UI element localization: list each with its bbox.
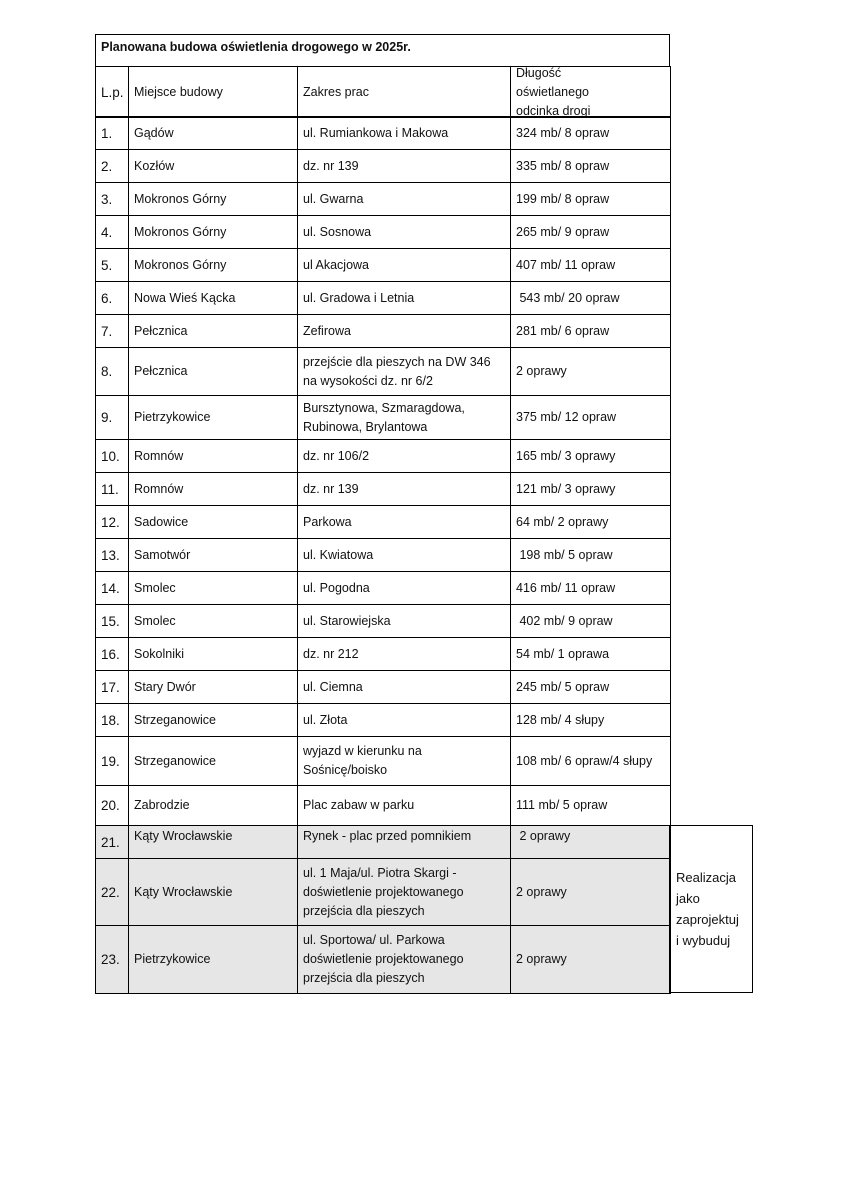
- row-place-text: Zabrodzie: [134, 798, 190, 812]
- header-length: [510, 66, 671, 118]
- row-lp-text: 15.: [101, 613, 120, 629]
- row-place: [128, 825, 298, 859]
- row-length: [510, 785, 671, 826]
- row-scope-text: ul. Rumiankowa i Makowa: [303, 125, 449, 140]
- row-length-text: 543 mb/ 20 opraw: [516, 290, 620, 305]
- note-line: i wybuduj: [676, 933, 731, 948]
- row-place: [128, 505, 298, 539]
- row-lp-text: 21.: [101, 834, 120, 850]
- row-scope-text: ul. Kwiatowa: [303, 547, 374, 562]
- row-place-text: Pełcznica: [134, 364, 188, 378]
- row-scope-text: dz. nr 139: [303, 158, 359, 173]
- row-scope: [297, 215, 511, 249]
- row-lp-text: 18.: [101, 712, 120, 728]
- row-length: [510, 314, 671, 348]
- note-line: Realizacja: [676, 870, 736, 885]
- row-place-text: Stary Dwór: [134, 679, 196, 694]
- row-lp: [95, 670, 129, 704]
- row-length-text: 64 mb/ 2 oprawy: [516, 514, 609, 529]
- row-length-text: 199 mb/ 8 opraw: [516, 191, 610, 206]
- row-place-text: Mokronos Górny: [134, 257, 227, 272]
- row-scope-text: Parkowa: [303, 514, 352, 529]
- row-length: [510, 505, 671, 539]
- row-length: [510, 149, 671, 183]
- row-length-text: 2 oprawy: [516, 952, 567, 966]
- row-place: [128, 604, 298, 638]
- row-length: [510, 925, 671, 994]
- row-place: [128, 858, 298, 926]
- row-lp-text: 8.: [101, 364, 113, 379]
- row-scope-text: ul. Sportowa/ ul. Parkowa doświetlenie projektowanego przejścia dla pieszych: [303, 933, 464, 985]
- header-place: [128, 66, 298, 118]
- row-lp: [95, 538, 129, 572]
- row-length-text: 375 mb/ 12 opraw: [516, 410, 617, 424]
- row-scope: [297, 637, 511, 671]
- row-scope-text: dz. nr 139: [303, 481, 359, 496]
- row-scope-text: Zefirowa: [303, 323, 351, 338]
- row-length-text: 407 mb/ 11 opraw: [516, 257, 616, 272]
- row-lp-text: 7.: [101, 323, 113, 339]
- note-line: jako: [676, 891, 700, 906]
- header-length-text: Długość oświetlanego odcinka drogi: [516, 66, 591, 118]
- header-scope-text: Zakres prac: [303, 84, 369, 99]
- row-lp: [95, 149, 129, 183]
- row-lp-text: 22.: [101, 884, 120, 900]
- row-lp-text: 6.: [101, 290, 113, 306]
- row-scope: [297, 571, 511, 605]
- row-scope-text: ul. Gwarna: [303, 191, 364, 206]
- row-length: [510, 571, 671, 605]
- row-place: [128, 637, 298, 671]
- row-place-text: Sadowice: [134, 514, 189, 529]
- row-lp: [95, 395, 129, 440]
- row-length-text: 121 mb/ 3 oprawy: [516, 481, 616, 496]
- row-lp: [95, 182, 129, 216]
- row-scope: [297, 395, 511, 440]
- row-length-text: 281 mb/ 6 opraw: [516, 323, 610, 338]
- row-lp-text: 13.: [101, 547, 120, 563]
- row-place-text: Sokolniki: [134, 646, 185, 661]
- row-scope: [297, 825, 511, 859]
- row-scope-text: ul. Gradowa i Letnia: [303, 290, 415, 305]
- row-place-text: Mokronos Górny: [134, 191, 227, 206]
- row-lp-text: 23.: [101, 952, 120, 967]
- row-place-text: Pietrzykowice: [134, 952, 211, 966]
- row-length-text: 54 mb/ 1 oprawa: [516, 646, 610, 661]
- row-scope: [297, 785, 511, 826]
- row-place-text: Gądów: [134, 125, 174, 140]
- row-place-text: Kozłów: [134, 158, 175, 173]
- row-place: [128, 116, 298, 150]
- row-scope: [297, 858, 511, 926]
- row-place: [128, 703, 298, 737]
- note-line: zaprojektuj: [676, 912, 739, 927]
- row-place-text: Nowa Wieś Kącka: [134, 290, 236, 305]
- row-place-text: Strzeganowice: [134, 753, 216, 768]
- row-scope: [297, 149, 511, 183]
- row-scope: [297, 505, 511, 539]
- row-lp-text: 5.: [101, 257, 113, 273]
- row-scope-text: Bursztynowa, Szmaragdowa, Rubinowa, Brylantowa: [303, 400, 465, 434]
- row-place: [128, 347, 298, 396]
- row-lp: [95, 505, 129, 539]
- row-place: [128, 395, 298, 440]
- row-length-text: 111 mb/ 5 opraw: [516, 798, 608, 812]
- row-lp: [95, 439, 129, 473]
- row-lp-text: 14.: [101, 580, 120, 596]
- header-place-text: Miejsce budowy: [134, 84, 223, 99]
- row-length-text: 2 oprawy: [516, 364, 567, 378]
- row-length: [510, 604, 671, 638]
- row-scope: [297, 116, 511, 150]
- row-length: [510, 281, 671, 315]
- row-scope: [297, 472, 511, 506]
- row-length: [510, 347, 671, 396]
- row-length-text: 416 mb/ 11 opraw: [516, 580, 616, 595]
- row-length-text: 2 oprawy: [516, 829, 571, 843]
- row-scope-text: ul. Ciemna: [303, 679, 363, 694]
- row-place-text: Smolec: [134, 613, 176, 628]
- row-length-text: 165 mb/ 3 oprawy: [516, 448, 616, 463]
- row-place: [128, 182, 298, 216]
- row-length: [510, 215, 671, 249]
- row-lp-text: 11.: [101, 481, 119, 497]
- row-length: [510, 637, 671, 671]
- row-length: [510, 670, 671, 704]
- row-place-text: Romnów: [134, 481, 184, 496]
- row-scope: [297, 347, 511, 396]
- row-place-text: Romnów: [134, 448, 184, 463]
- row-place-text: Kąty Wrocławskie: [134, 829, 233, 843]
- row-lp-text: 19.: [101, 753, 120, 769]
- row-place: [128, 571, 298, 605]
- row-scope-text: przejście dla pieszych na DW 346 na wysokości dz. nr 6/2: [303, 354, 491, 388]
- row-place-text: Kąty Wrocławskie: [134, 884, 233, 899]
- row-place: [128, 785, 298, 826]
- row-lp: [95, 703, 129, 737]
- row-length-text: 402 mb/ 9 opraw: [516, 613, 613, 628]
- row-scope-text: ul. Starowiejska: [303, 613, 391, 628]
- row-place: [128, 925, 298, 994]
- row-length: [510, 825, 671, 859]
- row-lp: [95, 248, 129, 282]
- row-lp: [95, 925, 129, 994]
- row-place-text: Samotwór: [134, 547, 191, 562]
- row-length: [510, 439, 671, 473]
- row-scope-text: Plac zabaw w parku: [303, 798, 415, 812]
- realization-note: [669, 825, 753, 993]
- row-scope: [297, 182, 511, 216]
- row-lp: [95, 314, 129, 348]
- row-place-text: Strzeganowice: [134, 712, 216, 727]
- row-scope: [297, 248, 511, 282]
- row-place: [128, 670, 298, 704]
- header-lp: [95, 66, 129, 118]
- row-lp-text: 3.: [101, 191, 113, 207]
- row-scope: [297, 925, 511, 994]
- row-lp-text: 2.: [101, 158, 113, 174]
- row-place-text: Smolec: [134, 580, 176, 595]
- row-lp-text: 16.: [101, 646, 120, 662]
- row-length-text: 265 mb/ 9 opraw: [516, 224, 610, 239]
- row-lp: [95, 825, 129, 859]
- row-length: [510, 858, 671, 926]
- row-scope: [297, 439, 511, 473]
- row-scope-text: ul. 1 Maja/ul. Piotra Skargi - doświetlenie projektowanego przejścia dla pieszych: [303, 865, 464, 918]
- row-place: [128, 281, 298, 315]
- row-scope-text: ul Akacjowa: [303, 257, 370, 272]
- row-length-text: 198 mb/ 5 opraw: [516, 547, 613, 562]
- row-lp: [95, 116, 129, 150]
- row-scope-text: dz. nr 106/2: [303, 448, 370, 463]
- row-scope: [297, 670, 511, 704]
- row-length-text: 108 mb/ 6 opraw/4 słupy: [516, 753, 653, 768]
- row-scope-text: wyjazd w kierunku na Sośnicę/boisko: [303, 744, 422, 777]
- row-lp: [95, 736, 129, 786]
- row-lp: [95, 571, 129, 605]
- row-length-text: 2 oprawy: [516, 884, 567, 899]
- row-length: [510, 538, 671, 572]
- row-length: [510, 182, 671, 216]
- row-place: [128, 736, 298, 786]
- row-scope: [297, 604, 511, 638]
- row-lp-text: 1.: [101, 125, 113, 141]
- row-lp: [95, 347, 129, 396]
- row-place: [128, 215, 298, 249]
- row-lp: [95, 215, 129, 249]
- row-lp-text: 10.: [101, 448, 120, 464]
- row-length-text: 128 mb/ 4 słupy: [516, 712, 605, 727]
- row-place: [128, 538, 298, 572]
- row-length: [510, 703, 671, 737]
- row-length: [510, 248, 671, 282]
- row-lp: [95, 785, 129, 826]
- row-lp: [95, 281, 129, 315]
- row-scope: [297, 281, 511, 315]
- row-place: [128, 248, 298, 282]
- row-scope: [297, 314, 511, 348]
- row-lp-text: 12.: [101, 514, 120, 530]
- row-place: [128, 314, 298, 348]
- header-scope: [297, 66, 511, 118]
- row-length-text: 324 mb/ 8 opraw: [516, 125, 610, 140]
- row-length: [510, 116, 671, 150]
- row-place-text: Pełcznica: [134, 323, 188, 338]
- row-scope: [297, 703, 511, 737]
- row-scope-text: Rynek - plac przed pomnikiem: [303, 829, 472, 843]
- row-scope-text: ul. Złota: [303, 712, 348, 727]
- row-lp-text: 4.: [101, 224, 113, 240]
- row-lp: [95, 604, 129, 638]
- row-lp: [95, 472, 129, 506]
- row-length: [510, 736, 671, 786]
- row-lp-text: 9.: [101, 410, 113, 425]
- table-title: Planowana budowa oświetlenia drogowego w 2025r.: [95, 34, 670, 67]
- row-place: [128, 472, 298, 506]
- header-lp-text: L.p.: [101, 84, 124, 100]
- row-length: [510, 472, 671, 506]
- row-place-text: Mokronos Górny: [134, 224, 227, 239]
- row-place: [128, 439, 298, 473]
- row-length-text: 335 mb/ 8 opraw: [516, 158, 610, 173]
- row-length-text: 245 mb/ 5 opraw: [516, 679, 610, 694]
- row-scope: [297, 538, 511, 572]
- row-scope-text: dz. nr 212: [303, 646, 359, 661]
- row-scope: [297, 736, 511, 786]
- row-scope-text: ul. Sosnowa: [303, 224, 372, 239]
- row-lp-text: 17.: [101, 679, 120, 695]
- row-place-text: Pietrzykowice: [134, 410, 211, 424]
- row-lp: [95, 858, 129, 926]
- row-length: [510, 395, 671, 440]
- row-place: [128, 149, 298, 183]
- row-lp-text: 20.: [101, 798, 120, 813]
- row-lp: [95, 637, 129, 671]
- row-scope-text: ul. Pogodna: [303, 580, 370, 595]
